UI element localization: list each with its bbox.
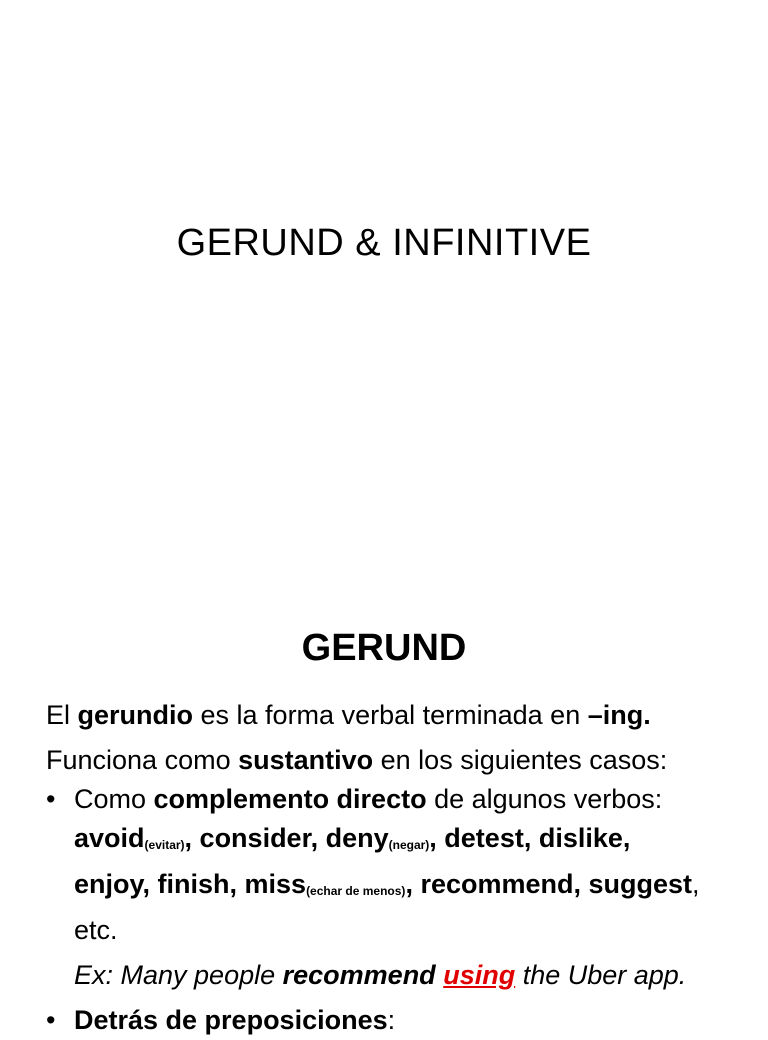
bullet-item-prepositions: • Detrás de preposiciones: [46,1001,756,1040]
bullet-item-direct-object: • Como complemento directo de algunos verbos: avoid$_{(evitar)}$, consider, deny$_{(negar)}$, detest, dislike, enjoy, finish, miss$_{(echar de menos)}$, recommend, suggest, etc. Ex: Many people recommend using the Uber app. [46,780,756,995]
verb-list-line-1: avoid$_{(evitar)}$, consider, deny$_{(negar)}$, detest, dislike, [74,823,631,853]
example-sentence: Ex: Many people recommend using the Uber app. [74,960,687,990]
content-slide [0,560,768,1035]
slide-title: GERUND & INFINITIVE [176,222,592,264]
slide-body [46,696,756,1040]
definition-line: El gerundio es la forma verbal terminada en –ing. [46,700,651,730]
bullet-icon: • [46,784,56,814]
bullet-icon: • [46,1005,56,1035]
verb-list-line-2: enjoy, finish, miss$_{(echar de menos)}$, recommend, suggest, [74,869,700,899]
highlighted-gerund: using [443,960,516,990]
function-line: Funciona como sustantivo en los siguientes casos: [46,745,668,775]
etc-line: etc. [74,915,118,945]
slide-heading: GERUND [301,627,467,669]
